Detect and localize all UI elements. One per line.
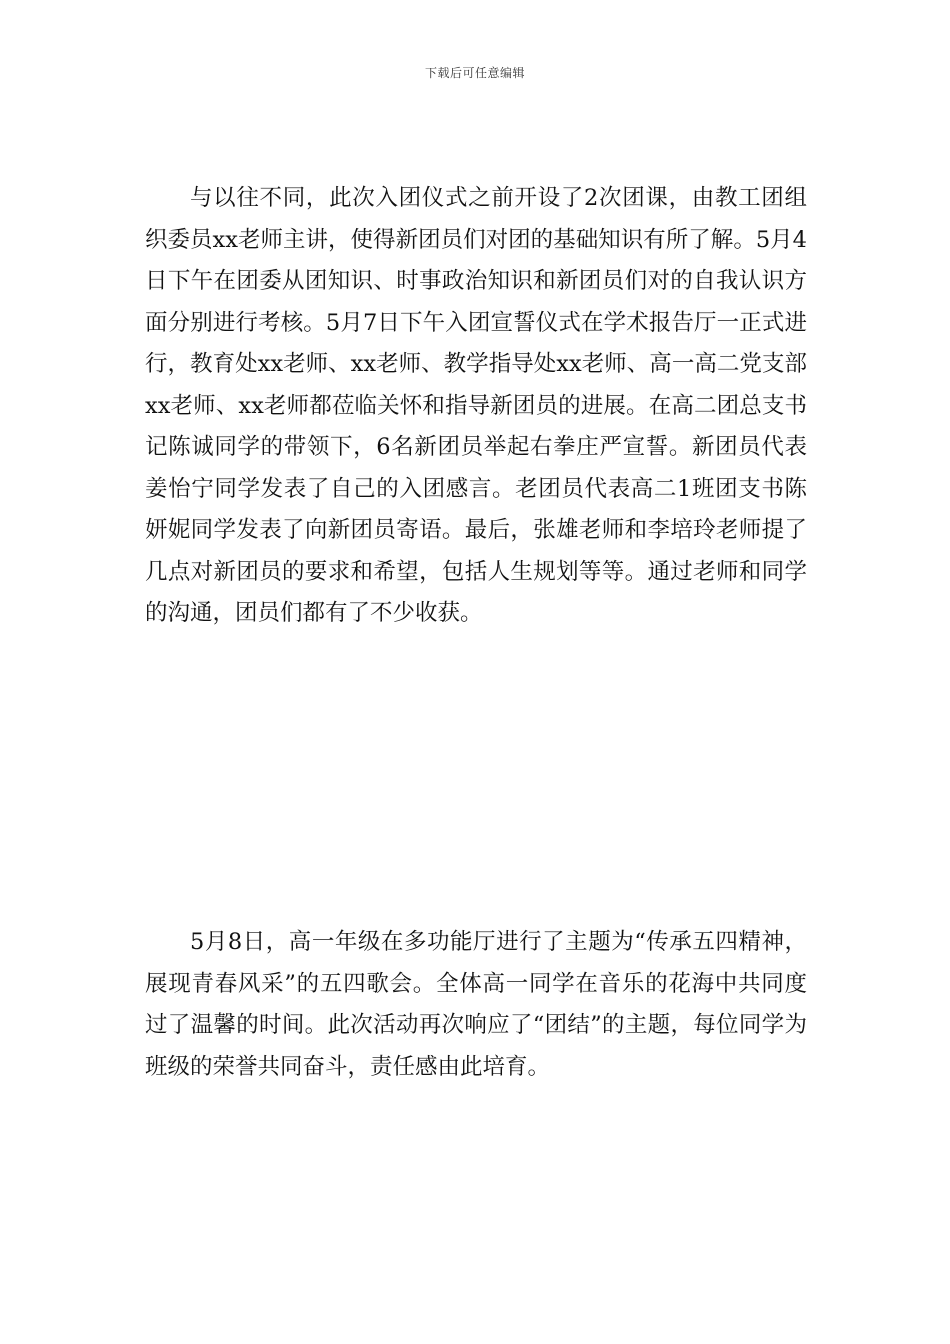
body-paragraph-1: 与以往不同，此次入团仪式之前开设了2次团课，由教工团组织委员xx老师主讲，使得新团员们对团的基础知识有所了解。5月4日下午在团委从团知识、时事政治知识和新团员们对的自我认识方面分别进行考核。5月7日下午入团宣誓仪式在学术报告厅一正式进行，教育处xx老师、xx老师、教学指导处xx老师、高一高二党支部xx老师、xx老师都莅临关怀和指导新团员的进展。在高二团总支书记陈诚同学的带领下，6名新团员举起右拳庄严宣誓。新团员代表姜怡宁同学发表了自己的入团感言。老团员代表高二1班团支书陈妍妮同学发表了向新团员寄语。最后，张雄老师和李培玲老师提了几点对新团员的要求和希望，包括人生规划等等。通过老师和同学的沟通，团员们都有了不少收获。 [145, 185, 807, 626]
body-paragraph-2: 5月8日，高一年级在多功能厅进行了主题为“传承五四精神，展现青春风采”的五四歌会。全体高一同学在音乐的花海中共同度过了温馨的时间。此次活动再次响应了“团结”的主题，每位同学为班级的荣誉共同奋斗，责任感由此培育。 [145, 929, 807, 1080]
page-header: 下载后可任意编辑 [424, 66, 525, 80]
